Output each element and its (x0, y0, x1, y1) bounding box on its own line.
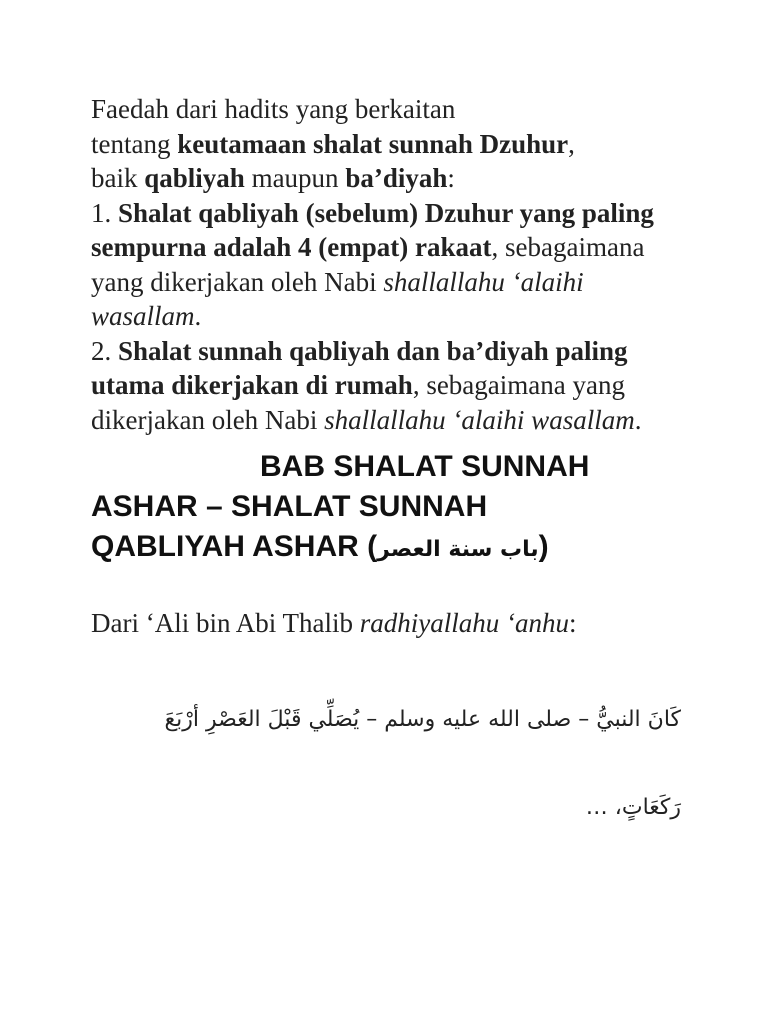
intro-line-3 (91, 161, 691, 196)
intro-line-1 (91, 92, 691, 127)
point-text: , sebagaimana yang dikerjakan oleh Nabi (91, 232, 645, 297)
heading-line-1: BAB SHALAT SUNNAH (260, 450, 590, 483)
document-page (91, 92, 691, 825)
heading-text: QABLIYAH ASHAR ( (91, 530, 378, 563)
section-heading (91, 447, 691, 570)
intro-emphasis: qabliyah (144, 163, 245, 193)
narration-text: : (568, 608, 577, 638)
narration-line (91, 606, 691, 641)
narration-text: Dari ‘Ali bin Abi Thalib (91, 608, 360, 638)
point-number: 2. (91, 335, 118, 366)
point-1 (91, 196, 691, 334)
intro-text: , (568, 128, 575, 159)
intro-line-2 (91, 127, 691, 162)
heading-arabic-title: باب سنة العصر (377, 537, 539, 562)
hadith-arabic-line-2: رَكَعَاتٍ، … (585, 794, 681, 820)
narration-italic: radhiyallahu ‘anhu (359, 608, 569, 638)
point-text: . (634, 404, 642, 435)
point-emphasis: Shalat sunnah qabliyah dan ba’diyah paling utama dikerjakan di rumah (91, 335, 628, 400)
point-italic: shallallahu ‘alaihi wasallam (324, 404, 635, 435)
heading-text: ) (538, 530, 549, 563)
intro-text: tentang (91, 128, 178, 159)
heading-line-2: ASHAR – SHALAT SUNNAH (91, 490, 488, 523)
intro-emphasis: ba’diyah (345, 163, 448, 193)
point-italic: shallallahu ‘alaihi wasallam (91, 266, 584, 331)
intro-text: : (447, 163, 455, 193)
heading-line-3 (91, 527, 691, 570)
point-number: 1. (91, 197, 118, 228)
intro-text: baik (91, 163, 145, 193)
point-text: , sebagaimana yang dikerjakan oleh Nabi (91, 370, 625, 435)
point-emphasis: Shalat qabliyah (sebelum) Dzuhur yang paling sempurna adalah 4 (empat) rakaat (91, 197, 654, 262)
point-text: . (194, 301, 202, 331)
hadith-arabic-line-1: كَانَ النبيُّ – صلى الله عليه وسلم – يُصَلِّي قَبْلَ العَصْرِ أرْبَعَ (164, 706, 681, 732)
intro-text: maupun (244, 163, 346, 193)
intro-emphasis: keutamaan shalat sunnah Dzuhur (177, 128, 569, 159)
intro-section (91, 92, 691, 437)
point-2 (91, 334, 691, 438)
intro-text: Faedah dari hadits yang berkaitan (91, 94, 456, 124)
